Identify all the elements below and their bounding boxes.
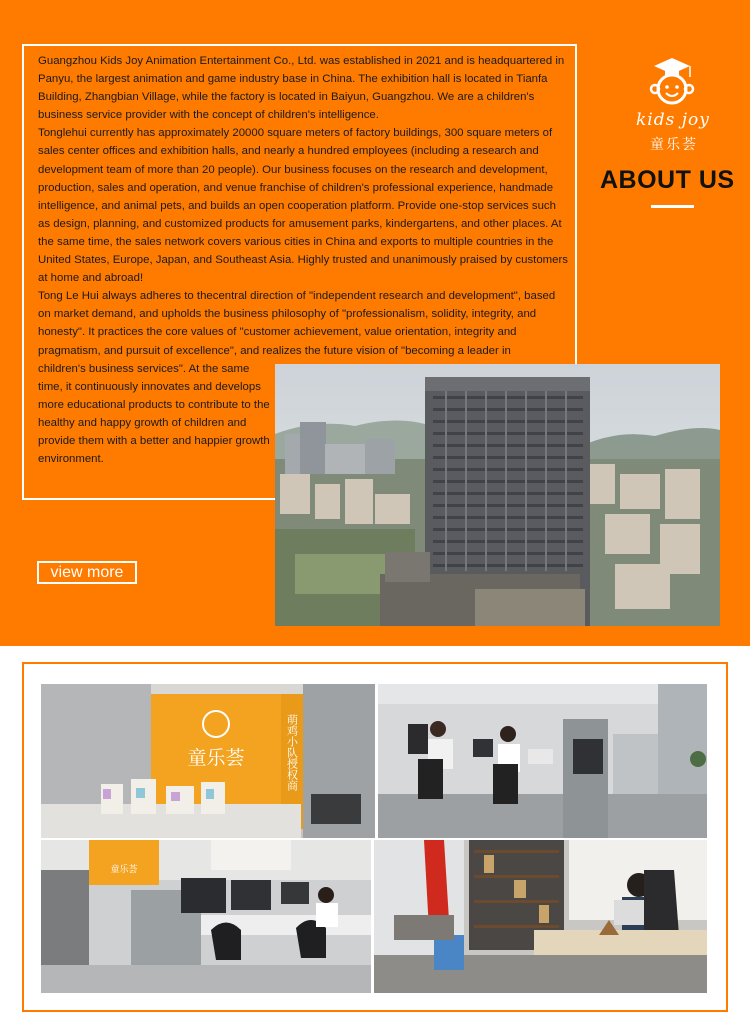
graduation-cap-face-icon bbox=[632, 55, 712, 115]
reception-vertical-text: 萌鸡小队授权商 bbox=[285, 714, 299, 791]
about-paragraph-3-tail: children's business services". At the same time, it continuously innovates and develops more educational products to contribute to the healthy and happy growth of children and provide them with a better and happier growth environment. bbox=[38, 363, 270, 466]
reception-sign-text: 童乐荟 bbox=[187, 747, 245, 769]
about-paragraph-2: Tonglehui currently has approximately 20000 square meters of factory buildings, 300 square meters of sales center offices and exhibition halls, and nearly a hundred employees (including a research and development team of more than 20 people). Our business focuses on the research and development, production, sales and operation, and venue franchise of children's professional experience, handmade intelligence, and animal pets, and builds an open cooperation platform. Provide one-stop services such as design, planning, and customized products for amusement parks, kindergartens, and other places. At the same time, the sales network covers various cities in China and exports to multiple countries in the United States, Europe, Japan, and Southeast Asia. Highly trusted and unanimously praised by customers at home and abroad! bbox=[38, 127, 568, 285]
about-paragraph-1: Guangzhou Kids Joy Animation Entertainment Co., Ltd. was established in 2021 and is headquartered in Panyu, the largest animation and game industry base in China. The exhibition hall is located in Tianfa Building, Zhangbian Village, while the factory is located in Baiyun, Guangzhou. We are a children's business service provider with the concept of children's intelligence. bbox=[38, 55, 565, 122]
headquarters-building-photo bbox=[275, 364, 720, 626]
reception-photo bbox=[41, 684, 375, 838]
logo-chinese-name: 童乐荟 bbox=[650, 136, 698, 152]
office-sign-text: 童乐荟 bbox=[110, 865, 138, 875]
section-title: ABOUT US bbox=[600, 166, 735, 194]
title-underline bbox=[651, 205, 694, 208]
office-photo-1 bbox=[378, 684, 707, 838]
about-text-main bbox=[38, 52, 568, 360]
logo-wordmark: kids joy bbox=[636, 110, 710, 130]
office-photo-3 bbox=[374, 840, 707, 993]
about-paragraph-3: Tong Le Hui always adheres to thecentral direction of "independent research and development", based on market demand, and upholds the business philosophy of "professionalism, solidity, integrity, and honesty". It practices the core values of "customer achievement, value orientation, integrity and pragmatism, and pursuit of excellence", and realizes the future vision of "becoming a leader in bbox=[38, 290, 556, 357]
about-frame-bottom-edge bbox=[22, 498, 276, 500]
view-more-button[interactable]: view more bbox=[37, 561, 137, 584]
office-photo-2 bbox=[41, 840, 371, 993]
